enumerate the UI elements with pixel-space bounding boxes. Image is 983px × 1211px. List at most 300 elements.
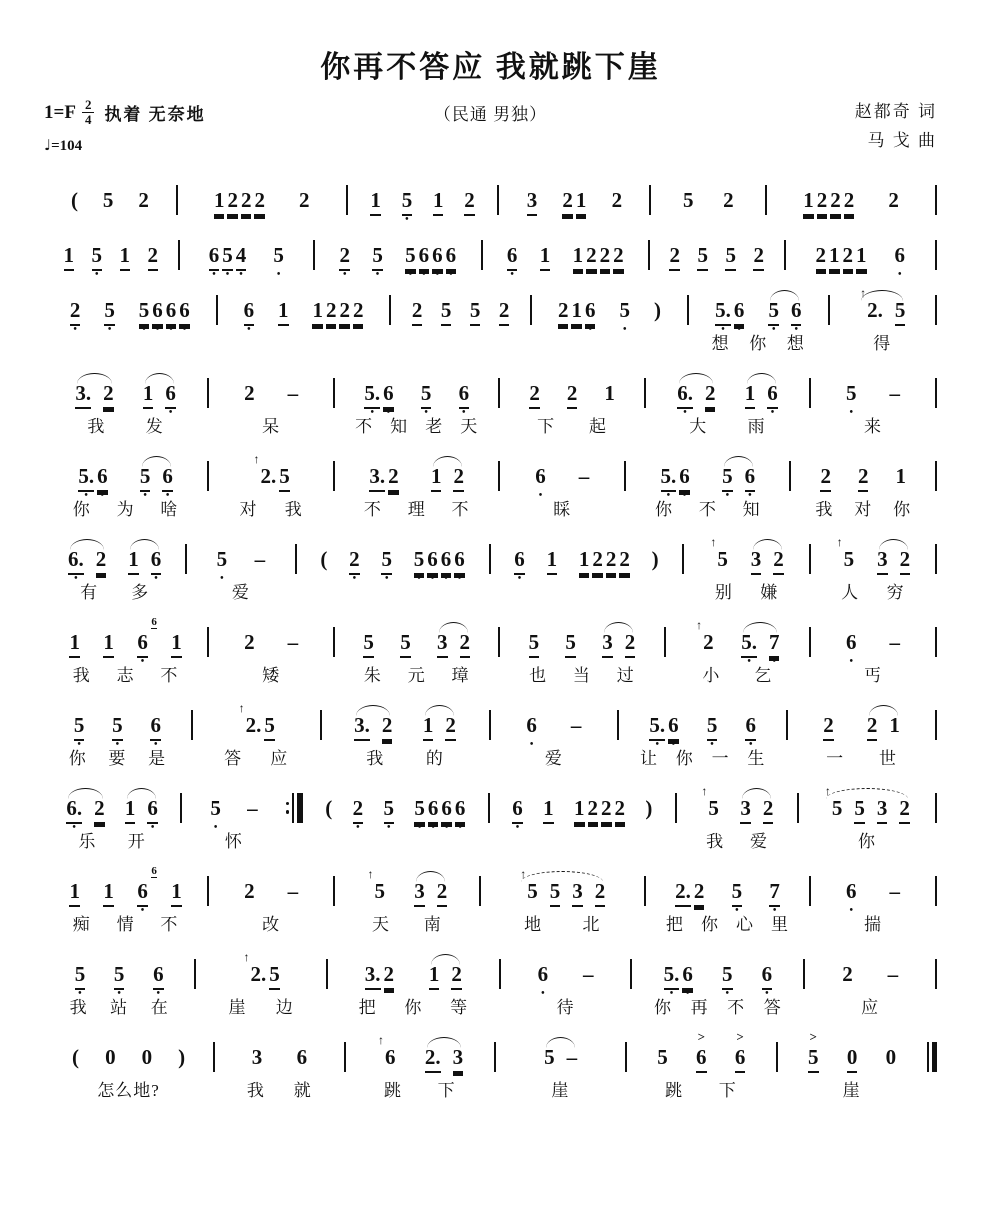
note	[744, 463, 757, 501]
note-text: 2	[460, 632, 471, 658]
measure	[44, 539, 185, 584]
note	[77, 463, 95, 501]
beam-group	[660, 463, 691, 501]
note	[253, 451, 278, 492]
notes-row	[44, 612, 937, 667]
lyric-syllable: 崖	[551, 1080, 570, 1100]
low-octave-dot: •	[140, 655, 145, 667]
note-text: 1	[171, 632, 182, 658]
note-text: 7	[769, 632, 780, 658]
note	[413, 546, 426, 584]
lyrics-measure	[500, 412, 644, 437]
note	[338, 242, 351, 280]
note-text: 6	[383, 383, 394, 409]
low-octave-dot: •	[150, 821, 155, 833]
note	[298, 187, 311, 216]
note	[734, 1028, 747, 1073]
note	[377, 1032, 397, 1073]
note-text: 6	[696, 1047, 707, 1073]
low-octave-dot: •	[424, 406, 428, 418]
low-octave-dot: •	[78, 987, 82, 999]
measure	[491, 712, 618, 750]
note	[216, 546, 229, 584]
note-text: 2	[888, 187, 899, 212]
note-text: 5	[722, 964, 733, 990]
note	[587, 795, 600, 824]
lyric-syllable: 别	[714, 582, 733, 602]
low-octave-dot: •	[168, 406, 173, 418]
lyric-syllable: 我	[87, 416, 106, 436]
low-octave-dot: •	[417, 821, 422, 833]
bar-spacer	[286, 827, 304, 852]
note-text: 2	[529, 383, 540, 409]
lyric-syllable: 痴	[72, 914, 91, 934]
note-text: 2	[842, 961, 853, 986]
barline	[935, 461, 937, 491]
lyric-syllable: 嫌	[760, 582, 779, 602]
slur-arc	[543, 1037, 578, 1073]
bar-spacer	[935, 412, 937, 437]
beam-group	[368, 463, 399, 492]
low-octave-dot: •	[408, 268, 413, 280]
slur-arc	[601, 622, 636, 658]
lyrics-measure	[209, 910, 333, 935]
note	[599, 242, 612, 271]
note-text: 5	[682, 187, 694, 212]
note-text: 6	[153, 964, 164, 990]
lyrics-measure	[44, 827, 180, 852]
low-octave-dot: •	[100, 489, 105, 501]
lyric-syllable: 睬	[553, 499, 572, 519]
note-text: 2	[227, 190, 238, 216]
lyrics-measure	[500, 495, 624, 520]
lyric-syllable: 你	[654, 997, 673, 1017]
measure	[44, 456, 207, 501]
note-text: 6	[537, 961, 549, 986]
barline	[935, 627, 937, 657]
beam-group	[237, 700, 276, 741]
lyrics-measure	[44, 910, 207, 935]
measure	[44, 788, 180, 833]
measure	[218, 297, 390, 335]
note-text: 1	[312, 300, 323, 326]
lyrics-row	[44, 993, 937, 1018]
slur-arc	[767, 290, 802, 335]
note-text: 5.	[661, 466, 677, 492]
beam-group	[311, 297, 364, 326]
measure	[496, 1037, 624, 1073]
low-octave-dot: •	[721, 323, 725, 335]
measure	[791, 463, 935, 492]
note	[420, 380, 433, 418]
low-octave-dot: •	[74, 572, 78, 584]
low-octave-dot: •	[430, 572, 435, 584]
note	[453, 546, 466, 584]
lyric-syllable: 一	[711, 748, 730, 768]
note-text: 5	[264, 715, 275, 741]
note	[733, 297, 746, 335]
note-text: 1	[64, 245, 75, 271]
note-text: 5	[222, 245, 233, 271]
accent-icon: >	[809, 1028, 817, 1044]
note-text: 6	[150, 715, 161, 741]
measure	[788, 705, 935, 741]
measure	[44, 373, 207, 418]
note-text: 5.	[649, 715, 665, 741]
beam-group	[648, 712, 679, 750]
note-text: 1	[579, 549, 590, 575]
note	[348, 546, 361, 584]
lyrics-measure	[345, 1076, 494, 1101]
note	[843, 187, 856, 216]
note-text: 5	[717, 546, 728, 571]
lyrics-row	[44, 578, 937, 603]
note	[885, 1044, 898, 1073]
slur-arc	[67, 539, 107, 584]
note	[603, 380, 616, 409]
low-octave-dot: •	[444, 572, 448, 584]
note-text: –	[287, 629, 299, 654]
low-octave-dot: •	[671, 738, 676, 750]
notes-row	[44, 944, 937, 999]
lyrics-measure	[335, 661, 498, 686]
low-octave-dot: •	[682, 489, 687, 501]
note-text: –	[570, 712, 582, 737]
lyric-syllable: 我	[69, 997, 88, 1017]
lyric-syllable: 丐	[864, 665, 883, 685]
low-octave-dot: •	[685, 987, 690, 999]
note-text: 6	[745, 715, 756, 741]
note-text: 3.	[365, 964, 381, 990]
lyric-syllable: 一	[826, 748, 845, 768]
note	[591, 546, 604, 575]
lyric-syllable: 改	[262, 914, 281, 934]
measure	[44, 297, 216, 335]
note-text: 1	[856, 245, 867, 271]
note	[860, 285, 884, 326]
measure	[811, 878, 935, 916]
note-text: 5	[414, 549, 425, 575]
low-octave-dot: •	[737, 323, 741, 335]
low-octave-dot: •	[422, 268, 426, 280]
note-text: 1	[143, 383, 154, 409]
lyric-syllable: 雨	[747, 416, 766, 436]
dashed-slur-arc	[518, 866, 606, 907]
note	[841, 961, 854, 990]
note-text: 1	[604, 380, 615, 405]
lyric-syllable: 应	[270, 748, 289, 768]
slur-arc	[74, 373, 114, 409]
note	[149, 712, 162, 750]
lyrics-measure	[196, 993, 326, 1018]
low-octave-dot: •	[462, 406, 466, 418]
note-text: 2	[353, 300, 364, 326]
note	[380, 546, 393, 584]
note-text: 2	[703, 629, 714, 654]
measure	[830, 285, 935, 326]
note-text: 1	[171, 881, 182, 907]
measure	[44, 187, 176, 216]
slur-arc	[436, 622, 471, 658]
low-octave-dot: •	[771, 323, 776, 335]
barline	[935, 959, 937, 989]
note	[824, 783, 844, 824]
note	[119, 242, 132, 271]
portamento-icon: ↑	[824, 783, 831, 798]
measure	[209, 380, 333, 409]
note	[136, 864, 157, 916]
note-text: 1	[895, 463, 906, 488]
note	[526, 187, 539, 216]
low-octave-dot: •	[683, 406, 687, 418]
note	[150, 546, 163, 584]
note	[853, 795, 866, 824]
lyrics-row	[44, 495, 937, 520]
note-text: 5	[269, 964, 280, 990]
note-text: 3	[453, 1047, 464, 1073]
measure	[626, 456, 789, 501]
lyrics-row	[44, 412, 937, 437]
lyric-syllable: 元	[407, 665, 426, 685]
lyric-syllable: 跳	[665, 1080, 684, 1100]
note	[624, 629, 637, 658]
note	[138, 297, 151, 335]
note-text: 6	[455, 798, 466, 824]
lyric-syllable: 爱	[231, 582, 250, 602]
note-text: 5	[707, 715, 718, 741]
note-text: 2	[388, 466, 399, 492]
note	[706, 712, 719, 750]
measure	[44, 1044, 213, 1073]
note	[243, 380, 256, 409]
measure	[44, 712, 191, 750]
note	[243, 629, 256, 658]
portamento-icon: ↑	[520, 866, 527, 881]
music-system	[44, 280, 937, 354]
note-text: 5	[529, 632, 540, 658]
note	[424, 1044, 442, 1073]
lyrics-measure	[646, 412, 809, 437]
measure	[328, 954, 499, 990]
note	[525, 712, 538, 750]
note	[147, 242, 160, 271]
lyric-syllable: 起	[589, 416, 607, 436]
lyric-syllable: 对	[239, 499, 258, 519]
note-text: 5	[895, 300, 906, 326]
low-octave-dot: •	[154, 572, 158, 584]
measure	[483, 242, 648, 280]
parenthesis-mark	[653, 297, 662, 326]
parenthesis-mark	[71, 1044, 80, 1073]
note	[382, 380, 395, 418]
note	[226, 187, 239, 216]
note	[829, 187, 842, 216]
note	[440, 795, 453, 833]
note	[704, 380, 717, 409]
note	[866, 712, 879, 741]
note-text: 5	[363, 632, 374, 658]
sustain-dash	[287, 380, 300, 409]
lyrics-measure	[777, 1076, 926, 1101]
low-octave-dot: •	[710, 738, 714, 750]
note-text: 6	[512, 798, 523, 824]
note-text: 5	[400, 632, 411, 658]
note-text: 2	[353, 798, 364, 824]
note	[431, 242, 444, 280]
notes-row	[44, 446, 937, 501]
note-text: )	[178, 1044, 186, 1069]
slur-arc	[430, 456, 465, 492]
note	[74, 380, 92, 409]
note-text: 5	[732, 881, 743, 907]
low-octave-dot: •	[169, 323, 173, 335]
lyric-syllable: 生	[747, 748, 766, 768]
note-text: 2	[773, 549, 784, 575]
note-text: 2	[567, 383, 578, 409]
note-text: –	[887, 961, 899, 986]
lyric-syllable: 世	[879, 748, 898, 768]
lyrics-row	[44, 827, 937, 852]
note-text: 5	[544, 1044, 555, 1069]
lyric-syllable: 就	[293, 1080, 312, 1100]
note-text: 6	[97, 466, 108, 492]
beam-group	[77, 463, 108, 501]
slur-arc	[676, 373, 716, 418]
note-text: 5.	[715, 300, 731, 326]
note	[584, 297, 597, 335]
low-octave-dot: •	[735, 904, 739, 916]
low-octave-dot: •	[356, 821, 360, 833]
parenthesis-mark	[324, 795, 333, 824]
note	[876, 795, 889, 824]
music-system	[44, 1027, 937, 1101]
note-text: 5	[273, 242, 284, 267]
note	[440, 546, 453, 584]
lyrics-measure	[646, 910, 809, 935]
note	[656, 1044, 669, 1073]
note	[68, 878, 81, 907]
note-text: 1	[429, 964, 440, 990]
note	[768, 878, 781, 916]
note	[272, 242, 285, 280]
lyric-syllable: 当	[572, 665, 591, 685]
note	[767, 297, 780, 335]
lyric-syllable: 怀	[224, 831, 243, 851]
note	[876, 546, 889, 575]
note	[104, 1044, 117, 1073]
measure	[209, 878, 333, 907]
slur-arc	[413, 871, 448, 907]
note-text: 5	[846, 380, 857, 405]
beam-group	[802, 187, 855, 216]
note-text: 1	[370, 190, 381, 216]
lyric-syllable: 想	[786, 333, 805, 353]
note-text: 2	[844, 190, 855, 216]
note-text: 1	[278, 300, 289, 326]
lyric-syllable: 得	[873, 333, 892, 353]
lyrics-measure	[491, 744, 618, 769]
lyrics-measure	[811, 910, 935, 935]
measure	[532, 297, 687, 335]
lyrics-measure	[182, 827, 286, 852]
barline	[935, 295, 937, 325]
note-text: 2.	[425, 1047, 441, 1073]
note-text: 2	[820, 466, 831, 492]
note-text: 2	[619, 549, 630, 575]
note-text: 6	[441, 798, 452, 824]
lyric-syllable: 也	[529, 665, 548, 685]
note-text: 3	[877, 798, 888, 824]
measure	[619, 712, 786, 750]
music-system	[44, 778, 937, 852]
note	[695, 1028, 708, 1073]
beam-group	[363, 380, 394, 418]
note	[549, 878, 562, 907]
note	[102, 878, 115, 907]
lyrics-measure	[689, 329, 828, 354]
note-text: 2	[138, 187, 149, 212]
lyric-syllable: 情	[116, 914, 135, 934]
note-text: 6	[507, 245, 518, 271]
lyric-syllable: 大	[689, 416, 708, 436]
slur-arc	[750, 539, 785, 575]
lyric-syllable: 我	[366, 748, 385, 768]
note-text: 1	[543, 798, 554, 824]
low-octave-dot: •	[182, 323, 187, 335]
lyrics-measure	[335, 910, 479, 935]
beam-group	[815, 242, 868, 271]
note	[278, 463, 291, 492]
note	[353, 712, 371, 741]
grace-note: 6	[151, 615, 157, 628]
note	[251, 1044, 264, 1073]
lyrics-measure	[209, 661, 333, 686]
measure	[627, 1028, 776, 1073]
note-text: 1	[576, 190, 587, 216]
barline	[935, 185, 937, 215]
measure	[44, 242, 178, 280]
parenthesis-mark	[319, 546, 328, 575]
lyric-syllable: 下	[437, 1080, 456, 1100]
note-text: 2	[595, 881, 606, 907]
music-system	[44, 944, 937, 1018]
low-octave-dot: •	[384, 572, 389, 584]
note-text: 5	[210, 795, 221, 820]
note	[440, 297, 453, 326]
lyric-syllable: 乞	[754, 665, 773, 685]
note-text: 1	[571, 300, 582, 326]
notes-row	[44, 363, 937, 418]
note	[762, 795, 775, 824]
note	[855, 242, 868, 271]
lyric-syllable: 的	[425, 748, 444, 768]
note-text: 2	[613, 245, 624, 271]
low-octave-dot: •	[140, 904, 145, 916]
note	[165, 297, 178, 335]
lyric-syllable: 我	[706, 831, 725, 851]
note	[418, 242, 431, 280]
note-text: 2	[705, 383, 716, 409]
low-octave-dot: •	[156, 987, 161, 999]
note	[452, 1044, 465, 1073]
lyrics-measure	[328, 993, 499, 1018]
measure	[178, 187, 346, 216]
note	[142, 380, 155, 409]
lyric-syllable: 我	[72, 665, 91, 685]
lyric-syllable: 人	[841, 582, 860, 602]
lyrics-measure	[44, 661, 207, 686]
note	[436, 629, 449, 658]
